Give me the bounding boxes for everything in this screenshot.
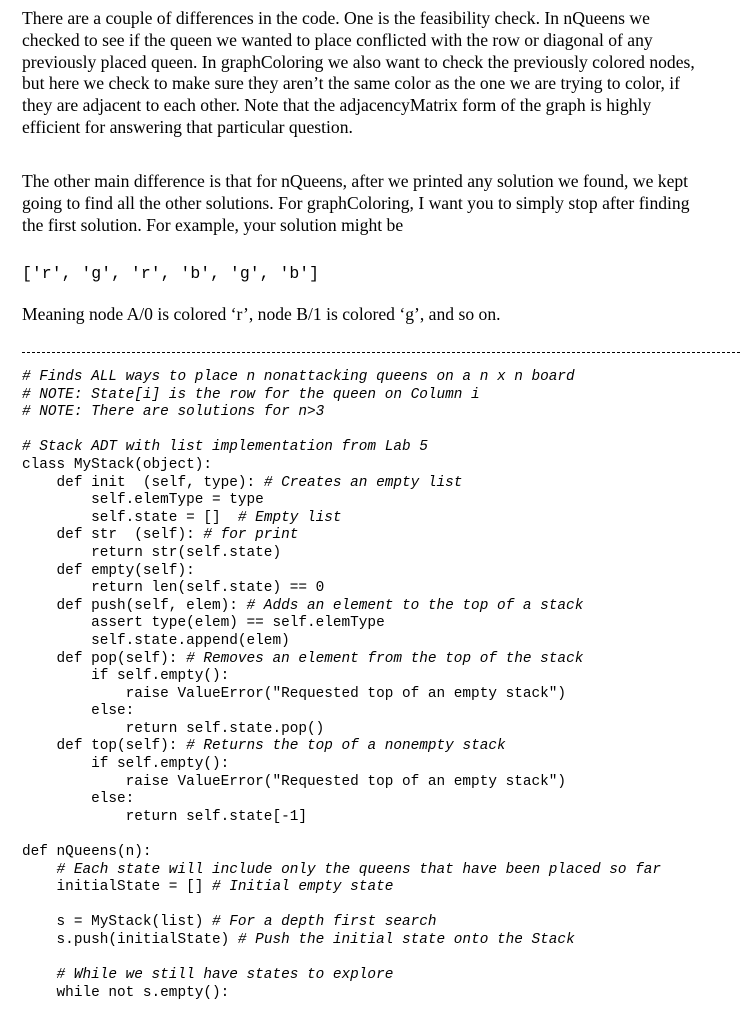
code-text: s.push(initialState): [22, 932, 238, 948]
text-line: efficient for answering that particular question.: [22, 116, 353, 137]
code-text: [22, 862, 57, 878]
code-line: [22, 721, 661, 739]
text-line: There are a couple of differences in the code. One is the feasibility check. In nQueens we: [22, 8, 650, 28]
code-line: [22, 862, 661, 880]
code-line: [22, 774, 661, 792]
code-comment: # NOTE: State[i] is the row for the queen on Column i: [22, 386, 480, 403]
code-line: [22, 950, 661, 968]
code-listing: [22, 369, 661, 1002]
code-line: [22, 615, 661, 633]
paragraph-main-difference: [22, 171, 690, 236]
code-line: [22, 914, 661, 932]
code-comment: # Adds an element to the top of a stack: [246, 597, 584, 614]
code-line: [22, 809, 661, 827]
code-line: [22, 387, 661, 405]
code-text: def push(self, elem):: [22, 597, 247, 614]
code-line: [22, 563, 661, 581]
paragraph-meaning: Meaning node A/0 is colored ‘r’, node B/1 is colored ‘g’, and so on.: [22, 304, 501, 324]
code-text: s = MyStack(list): [22, 914, 212, 931]
code-line: [22, 932, 661, 950]
code-line: [22, 475, 661, 493]
code-line: [22, 651, 661, 669]
code-text: def nQueens(n):: [22, 844, 152, 861]
code-line: [22, 844, 661, 862]
code-text: while not s.empty():: [22, 984, 230, 1001]
code-text: self.state = []: [22, 509, 238, 526]
code-text: else:: [22, 703, 135, 720]
code-comment: # Finds ALL ways to place n nonattacking queens on a n x n board: [22, 369, 575, 385]
code-line: [22, 510, 661, 528]
code-text: initialState = []: [22, 879, 212, 896]
code-text: class MyStack(object):: [22, 456, 212, 473]
code-line: [22, 668, 661, 686]
code-text: def init (self, type):: [22, 474, 264, 491]
code-line: [22, 791, 661, 809]
code-line: [22, 703, 661, 721]
code-text: if self.empty():: [22, 756, 230, 773]
code-text: if self.empty():: [22, 668, 230, 685]
code-line: [22, 369, 661, 387]
code-comment: # Empty list: [237, 509, 342, 526]
code-comment: # Each state will include only the queens that have been placed so far: [56, 861, 662, 878]
code-line: [22, 422, 661, 440]
code-comment: # Removes an element from the top of the stack: [186, 650, 584, 667]
text-line: but here we check to make sure they aren’t the same color as the one we are trying to color, if: [22, 73, 680, 94]
text-line: going to find all the other solutions. For graphColoring, I want you to simply stop after finding: [22, 192, 690, 213]
text-line: The other main difference is that for nQueens, after we printed any solution we found, we kept: [22, 171, 689, 191]
code-text: return len(self.state) == 0: [22, 580, 325, 597]
code-text: self.elemType = type: [22, 492, 264, 509]
code-comment: # for print: [203, 527, 299, 544]
code-text: self.state.append(elem): [22, 632, 290, 649]
code-comment: # Creates an empty list: [263, 474, 463, 491]
code-comment: # Stack ADT with list implementation from Lab 5: [22, 439, 428, 456]
code-text: raise ValueError("Requested top of an empty stack"): [22, 773, 567, 790]
code-comment: # Push the initial state onto the Stack: [237, 932, 575, 948]
code-text: [22, 967, 57, 983]
code-line: [22, 527, 661, 545]
code-comment: # For a depth first search: [212, 914, 437, 931]
code-line: [22, 756, 661, 774]
text-line: the first solution. For example, your solution might be: [22, 214, 404, 235]
code-text: else:: [22, 791, 135, 808]
code-line: [22, 985, 661, 1003]
code-text: def pop(self):: [22, 650, 187, 667]
code-line: [22, 633, 661, 651]
code-text: assert type(elem) == self.elemType: [22, 615, 385, 632]
code-text: return str(self.state): [22, 544, 282, 561]
code-line: [22, 967, 661, 985]
code-line: [22, 439, 661, 457]
code-text: def str (self):: [22, 527, 204, 544]
paragraph-differences: [22, 8, 695, 139]
code-line: [22, 492, 661, 510]
code-comment: # Initial empty state: [212, 879, 394, 896]
code-line: [22, 897, 661, 915]
code-comment: # Returns the top of a nonempty stack: [186, 738, 506, 755]
code-text: def empty(self):: [22, 562, 195, 579]
code-text: return self.state.pop(): [22, 720, 325, 737]
section-divider: [22, 352, 740, 353]
code-line: [22, 738, 661, 756]
code-line: [22, 580, 661, 598]
code-line: [22, 686, 661, 704]
code-comment: # While we still have states to explore: [56, 967, 394, 984]
code-line: [22, 826, 661, 844]
text-line: previously placed queen. In graphColoring we also want to check the previously colored nodes,: [22, 51, 695, 72]
code-text: def top(self):: [22, 738, 187, 755]
example-solution: ['r', 'g', 'r', 'b', 'g', 'b']: [22, 264, 320, 283]
text-line: they are adjacent to each other. Note that the adjacencyMatrix form of the graph is highly: [22, 95, 652, 116]
code-line: [22, 404, 661, 422]
code-text: raise ValueError("Requested top of an empty stack"): [22, 685, 567, 702]
code-text: return self.state[-1]: [22, 808, 307, 825]
code-comment: # NOTE: There are solutions for n>3: [22, 404, 325, 421]
code-line: [22, 598, 661, 616]
code-line: [22, 457, 661, 475]
code-line: [22, 879, 661, 897]
text-line: checked to see if the queen we wanted to place conflicted with the row or diagonal of any: [22, 29, 653, 50]
code-line: [22, 545, 661, 563]
